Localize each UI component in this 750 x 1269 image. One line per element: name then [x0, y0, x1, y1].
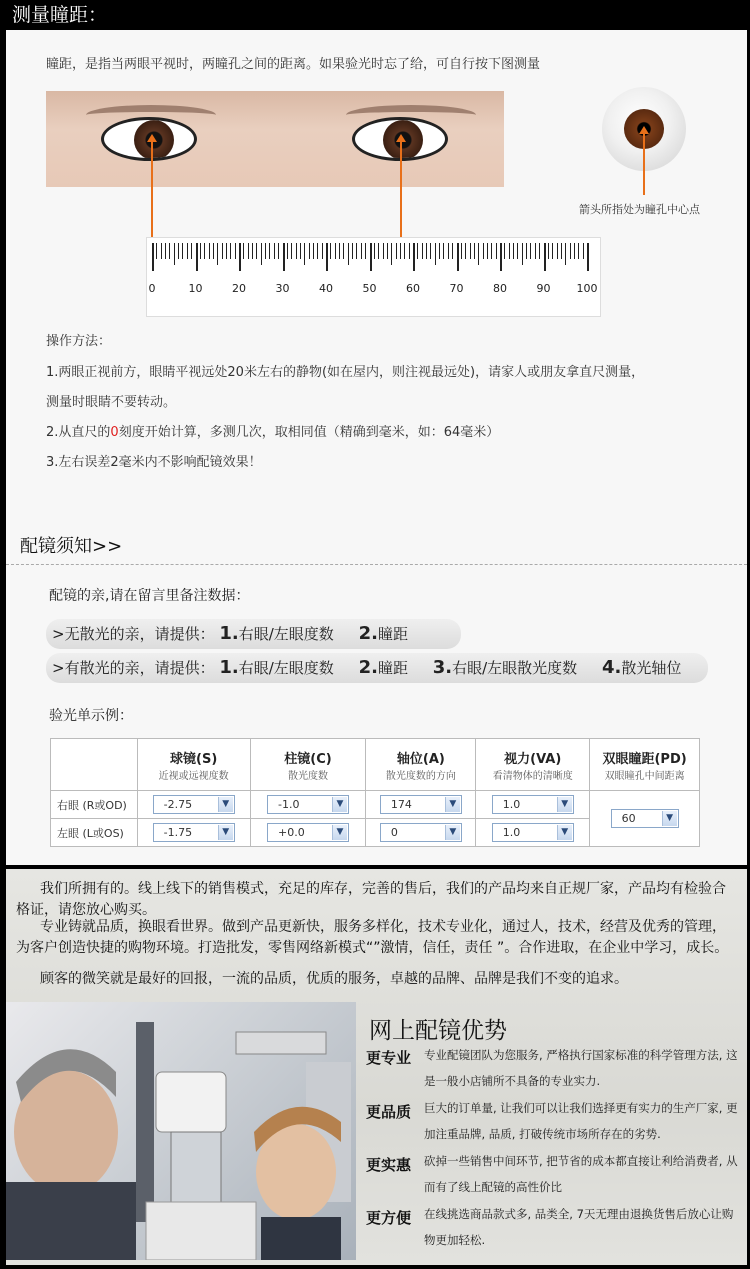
no-astig-t2: 瞳距 — [377, 625, 408, 643]
ruler-tick — [474, 243, 475, 259]
ruler-tick — [383, 243, 384, 259]
ruler-tick — [156, 243, 157, 259]
ruler-tick — [343, 243, 344, 259]
rx-left-label: 左眼 (L或OS) — [51, 819, 138, 847]
ruler-tick — [209, 243, 210, 259]
ruler-tick — [426, 243, 427, 259]
no-astig-n2: 2. — [358, 623, 378, 644]
pd-measure-section — [6, 30, 747, 865]
right-va-select[interactable] — [492, 795, 574, 814]
ruler-tick — [213, 243, 214, 259]
pupil-arrow — [643, 133, 645, 195]
rx-header-row — [51, 739, 700, 791]
step1-line1: 1.两眼正视前方，眼睛平视远处20米左右的静物(如在屋内，则注视最远处)，请家人或朋友拿直尺测量， — [46, 365, 645, 380]
eyes-photo — [46, 91, 504, 187]
right-axis-select[interactable] — [380, 795, 462, 814]
ruler-tick — [226, 243, 227, 259]
ruler-tick — [230, 243, 231, 259]
ruler-tick — [339, 243, 340, 259]
chevron-down-icon: ▼ — [557, 825, 572, 840]
ruler-label: 20 — [232, 282, 246, 295]
ruler-tick — [461, 243, 462, 259]
adv-k-3: 更实惠 — [366, 1156, 412, 1174]
ruler-tick — [217, 243, 218, 265]
astig-n1: 1. — [219, 657, 239, 678]
ruler-tick — [522, 243, 523, 265]
right-sph-value: -2.75 — [163, 798, 193, 811]
ruler-tick — [422, 243, 423, 259]
adv-v-2: 巨大的订单量, 让我们可以让我们选择更有实力的生产厂家, 更加注重品牌, 品质, 打破传统市场所存在的劣势. — [424, 1101, 738, 1141]
ruler-tick — [574, 243, 575, 259]
astig-t4: 散光轴位 — [621, 659, 682, 677]
ruler-tick — [565, 243, 566, 265]
rx-h-pd-sub: 双眼瞳孔中间距离 — [604, 770, 685, 782]
astig-n2: 2. — [358, 657, 378, 678]
ruler-tick — [291, 243, 292, 259]
no-astig-n1: 1. — [219, 623, 239, 644]
ruler-tick — [317, 243, 318, 259]
ruler-tick — [552, 243, 553, 259]
ruler-tick — [174, 243, 175, 265]
ruler-tick — [296, 243, 297, 259]
ruler-tick — [561, 243, 562, 259]
left-eyebrow — [346, 105, 476, 115]
notice-title: 配镜须知>> — [20, 536, 123, 557]
adv-v-1: 专业配镜团队为您服务, 严格执行国家标准的科学管理方法, 这是一般小店铺所不具备的专业实力. — [424, 1048, 738, 1088]
eye-exam-illustration — [6, 1002, 356, 1260]
ruler-tick — [439, 243, 440, 259]
ruler-tick — [335, 243, 336, 259]
ruler-tick — [182, 243, 183, 259]
left-axis-value: 0 — [390, 826, 398, 839]
right-va-value: 1.0 — [502, 798, 521, 811]
pd-value: 60 — [621, 812, 636, 825]
ruler-tick — [500, 243, 502, 271]
rx-h-va — [476, 739, 590, 791]
ruler-tick — [509, 243, 510, 259]
astig-t2: 瞳距 — [377, 659, 408, 677]
rx-h-axis-main: 轴位(A) — [396, 751, 445, 767]
astig-n4: 4. — [601, 657, 622, 678]
ruler-label: 90 — [536, 282, 551, 295]
ruler-tick — [583, 243, 584, 259]
ruler-label: 50 — [362, 282, 377, 295]
astig-t3: 右眼/左眼散光度数 — [452, 659, 578, 677]
rx-h-sph-sub: 近视或远视度数 — [158, 770, 229, 782]
ruler-tick — [165, 243, 166, 259]
ruler-tick — [378, 243, 379, 259]
ruler-tick — [548, 243, 549, 259]
ruler-tick — [483, 243, 484, 259]
rx-right-label: 右眼 (R或OD) — [51, 791, 138, 819]
ruler-tick — [530, 243, 531, 259]
left-sph-select[interactable] — [153, 823, 235, 842]
left-va-select[interactable] — [492, 823, 574, 842]
ruler-tick — [452, 243, 453, 259]
ruler-tick — [365, 243, 366, 259]
rx-h-va-main: 视力(VA) — [504, 751, 562, 767]
ruler-tick — [457, 243, 459, 271]
ruler-label: 100 — [576, 282, 598, 295]
rx-h-sph-main: 球镜(S) — [170, 751, 218, 767]
ruler-tick — [496, 243, 497, 259]
no-astig-t1: 右眼/左眼度数 — [238, 625, 334, 643]
left-arrow — [400, 140, 402, 242]
ruler-tick — [222, 243, 223, 259]
ruler-tick — [404, 243, 405, 259]
ruler-tick — [256, 243, 257, 259]
rx-corner — [51, 739, 138, 791]
right-arrow — [151, 140, 153, 242]
right-axis-value: 174 — [390, 798, 412, 811]
ruler-tick — [330, 243, 331, 259]
ruler-tick — [470, 243, 471, 259]
example-title: 验光单示例： — [49, 708, 133, 724]
ruler-tick — [322, 243, 323, 259]
ruler-tick — [487, 243, 488, 259]
left-axis-select[interactable] — [380, 823, 462, 842]
ruler-tick — [535, 243, 536, 259]
astig-row — [46, 653, 708, 683]
ruler-tick — [252, 243, 253, 259]
ruler-tick — [361, 243, 362, 259]
ruler-tick — [478, 243, 479, 265]
chevron-down-icon: ▼ — [218, 797, 233, 812]
ruler-label: 40 — [319, 282, 333, 295]
ruler — [146, 237, 601, 317]
ruler-tick — [435, 243, 436, 265]
chevron-down-icon: ▼ — [557, 797, 572, 812]
ruler-tick — [430, 243, 431, 259]
step3: 3.左右误差2毫米内不影响配镜效果！ — [46, 455, 262, 470]
adv-k-4: 更方便 — [366, 1209, 412, 1227]
ruler-tick — [200, 243, 201, 259]
ruler-tick — [309, 243, 310, 259]
left-cyl-select[interactable] — [267, 823, 349, 842]
rx-h-pd — [590, 739, 700, 791]
right-eyebrow — [86, 105, 216, 115]
ruler-tick — [204, 243, 205, 259]
company-section — [6, 869, 747, 1265]
rx-h-sph — [137, 739, 250, 791]
pd-select[interactable] — [611, 809, 679, 828]
rx-h-cyl-sub: 散光度数 — [288, 770, 329, 782]
ruler-tick — [513, 243, 514, 259]
ruler-tick — [269, 243, 270, 259]
rx-h-cyl — [250, 739, 366, 791]
ruler-tick — [239, 243, 241, 271]
astig-n3: 3. — [432, 657, 453, 678]
ruler-tick — [413, 243, 415, 271]
step2-pre: 2.从直尺的 — [46, 425, 111, 440]
adv-v-4: 在线挑选商品款式多, 品类全, 7天无理由退换货售后放心让购物更加轻松. — [424, 1207, 734, 1247]
ruler-tick — [387, 243, 388, 259]
rx-table — [50, 738, 700, 847]
ruler-tick — [417, 243, 418, 259]
company-para3: 顾客的微笑就是最好的回报，一流的品质，优质的服务，卓越的品牌、品牌是我们不变的追求。 — [40, 971, 628, 987]
ruler-tick — [465, 243, 466, 259]
ruler-tick — [152, 243, 154, 271]
ruler-tick — [169, 243, 170, 259]
ruler-tick — [443, 243, 444, 259]
ruler-tick — [196, 243, 198, 271]
ruler-tick — [274, 243, 275, 259]
ruler-tick — [374, 243, 375, 259]
ruler-tick — [261, 243, 262, 265]
ruler-tick — [348, 243, 349, 265]
ruler-label: 0 — [148, 282, 156, 295]
left-cyl-value: +0.0 — [278, 826, 305, 839]
chevron-down-icon: ▼ — [445, 797, 460, 812]
ruler-tick — [187, 243, 188, 259]
eye-exam-photo — [6, 1002, 356, 1260]
ruler-tick — [391, 243, 392, 265]
ruler-tick — [243, 243, 244, 259]
chevron-down-icon: ▼ — [662, 811, 677, 826]
right-cyl-select[interactable] — [267, 795, 349, 814]
chevron-down-icon: ▼ — [218, 825, 233, 840]
right-sph-select[interactable] — [153, 795, 235, 814]
ruler-tick — [178, 243, 179, 259]
adv-v-3: 砍掉一些销售中间环节, 把节省的成本都直接让利给消费者, 从而有了线上配镜的高性价比 — [424, 1154, 738, 1194]
notice-prompt: 配镜的亲,请在留言里备注数据： — [49, 588, 250, 604]
company-para2: 专业铸就品质，换眼看世界。做到产品更新快，服务多样化，技术专业化，通过人，技术，经营及优秀的管理，为客户创造快捷的购物环境。打造批发，零售网络新模式“”激情，信任，责任 ”。合作进取，在企业中学习，成长。 — [16, 919, 729, 956]
advantages-title: 网上配镜优势 — [369, 1018, 507, 1044]
step2-zero: 0 — [110, 425, 119, 440]
notice-divider — [6, 564, 747, 565]
adv-k-1: 更专业 — [366, 1049, 412, 1067]
ruler-label: 60 — [406, 282, 420, 295]
ruler-tick — [235, 243, 236, 259]
ruler-tick — [491, 243, 492, 259]
step2 — [46, 421, 499, 440]
step2-post: 刻度开始计算，多测几次，取相同值（精确到毫米，如：64毫米） — [118, 425, 500, 440]
ruler-tick — [265, 243, 266, 259]
ruler-tick — [352, 243, 353, 259]
ruler-label: 30 — [275, 282, 290, 295]
ruler-tick — [287, 243, 288, 259]
ruler-tick — [313, 243, 314, 259]
ruler-tick — [300, 243, 301, 259]
ruler-tick — [191, 243, 192, 259]
ruler-label: 80 — [493, 282, 507, 295]
left-sph-value: -1.75 — [163, 826, 193, 839]
ruler-tick — [161, 243, 162, 259]
ruler-tick — [356, 243, 357, 259]
step1-line2: 测量时眼睛不要转动。 — [46, 395, 177, 410]
ruler-tick — [409, 243, 410, 259]
pupil-caption: 箭头所指处为瞳孔中心点 — [579, 203, 700, 216]
page-header: 测量瞳距： — [0, 0, 750, 30]
chevron-down-icon: ▼ — [445, 825, 460, 840]
ruler-tick — [370, 243, 372, 271]
astig-t1: 右眼/左眼度数 — [238, 659, 334, 677]
ruler-tick — [544, 243, 546, 271]
ruler-tick — [517, 243, 518, 259]
ruler-tick — [578, 243, 579, 259]
ruler-tick — [448, 243, 449, 259]
chevron-down-icon: ▼ — [332, 797, 347, 812]
rx-h-pd-main: 双眼瞳距(PD) — [602, 751, 687, 767]
ruler-tick — [396, 243, 397, 259]
ruler-tick — [326, 243, 328, 271]
rx-h-axis-sub: 散光度数的方向 — [385, 770, 456, 782]
no-astig-row — [46, 619, 461, 649]
ruler-tick — [539, 243, 540, 259]
rx-right-row — [51, 791, 700, 819]
ruler-tick — [400, 243, 401, 259]
ruler-tick — [504, 243, 505, 259]
adv-k-2: 更品质 — [366, 1103, 412, 1121]
ruler-tick — [278, 243, 279, 259]
ruler-tick — [570, 243, 571, 259]
ruler-tick — [283, 243, 285, 271]
right-cyl-value: -1.0 — [278, 798, 300, 811]
method-title: 操作方法： — [46, 334, 112, 349]
ruler-tick — [526, 243, 527, 259]
rx-pd-cell — [590, 791, 700, 847]
rx-h-cyl-main: 柱镜(C) — [284, 751, 332, 767]
company-para1: 我们所拥有的。线上线下的销售模式，充足的库存，完善的售后，我们的产品均来自正规厂家，产品均有检验合格证，请您放心购买。 — [16, 881, 726, 918]
ruler-label: 70 — [449, 282, 464, 295]
left-va-value: 1.0 — [502, 826, 521, 839]
pd-intro: 瞳距，是指当两眼平视时，两瞳孔之间的距离。如果验光时忘了给，可自行按下图测量 — [46, 57, 541, 72]
rx-h-axis — [366, 739, 476, 791]
rx-h-va-sub: 看清物体的清晰度 — [492, 770, 573, 782]
ruler-tick — [587, 243, 589, 271]
ruler-label: 10 — [188, 282, 203, 295]
astig-lead: >有散光的亲，请提供： — [52, 659, 215, 677]
ruler-tick — [304, 243, 305, 265]
ruler-tick — [248, 243, 249, 259]
chevron-down-icon: ▼ — [332, 825, 347, 840]
ruler-tick — [557, 243, 558, 259]
no-astig-lead: >无散光的亲，请提供： — [52, 625, 215, 643]
